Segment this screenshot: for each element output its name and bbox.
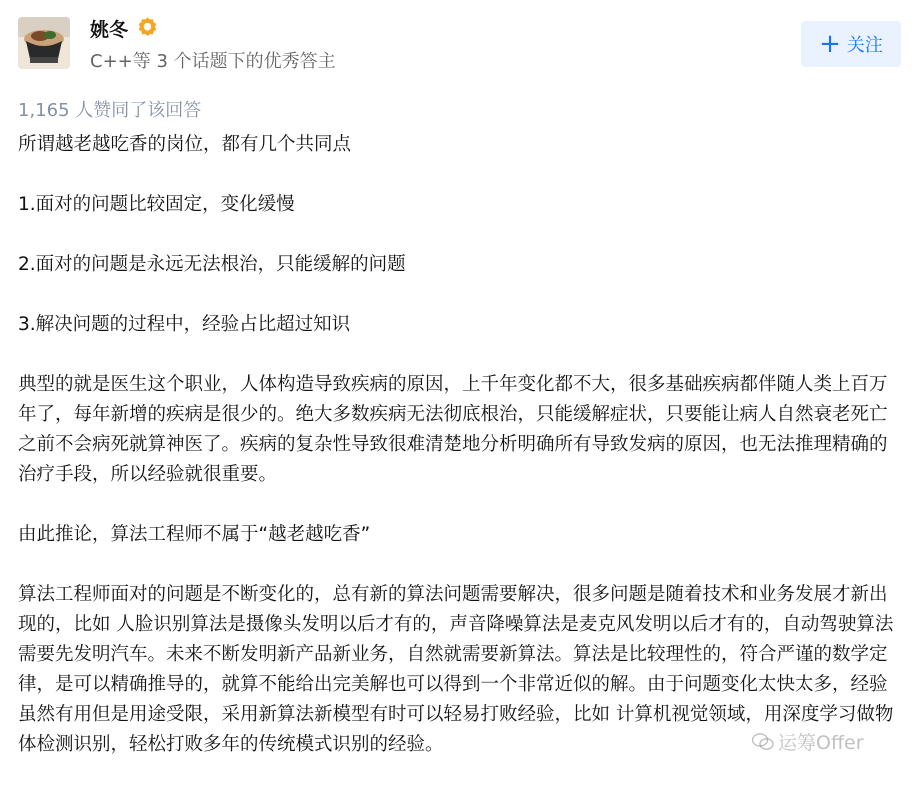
follow-button-label: 关注 [846,35,883,56]
answer-paragraph: 算法工程师面对的问题是不断变化的，总有新的算法问题需要解决，很多问题是随着技术和业务发展才新出现的，比如 人脸识别算法是摄像头发明以后才有的，声音降噪算法是麦克风发明以后才有的，自动驾驶算法需要先发明汽车。未来不断发明新产品新业务，自然就需要新算法。算法是比较理性的，符合严谨的数学定律，是可以精确推导的，就算不能给出完美解也可以得到一个非常近似的解。由于问题变化太快太多，经验虽然有用但是用途受限，采用新算法新模型有时可以轻易打败经验，比如 计算机视觉领域，用深度学习做物体检测识别，轻松打败多年的传统模式识别的经验。 [18,584,894,755]
answer-paragraph: 3.解决问题的过程中，经验占比超过知识 [18,314,351,335]
follow-button[interactable] [801,21,901,67]
author-description: C++等 3 个话题下的优秀答主 [90,51,336,72]
wechat-icon [752,733,774,751]
answer-paragraph: 2.面对的问题是永远无法根治，只能缓解的问题 [18,254,406,275]
author-name[interactable]: 姚冬 [90,19,129,41]
answer-paragraph: 由此推论，算法工程师不属于“越老越吃香” [18,524,371,545]
answer-paragraph: 所谓越老越吃香的岗位，都有几个共同点 [18,134,352,155]
watermark [752,728,864,755]
answer-paragraph: 典型的就是医生这个职业，人体构造导致疾病的原因，上千年变化都不大，很多基础疾病都伴随人类上百万年了，每年新增的疾病是很少的。绝大多数疾病无法彻底根治，只能缓解症状，只要能让病人自然衰老死亡之前不会病死就算神医了。疾病的复杂性导致很难清楚地分析明确所有导致发病的原因，也无法推理精确的治疗手段，所以经验就很重要。 [18,374,888,485]
plus-icon: + [819,29,841,59]
author-avatar[interactable] [18,17,70,69]
answer-content [18,130,898,790]
vote-count: 1,165 人赞同了该回答 [18,100,202,121]
answer-paragraph: 1.面对的问题比较固定，变化缓慢 [18,194,295,215]
avatar-image [18,17,70,69]
verified-badge-icon [137,16,158,37]
answer-header [0,0,917,90]
watermark-text: 运筹Offer [778,732,864,754]
